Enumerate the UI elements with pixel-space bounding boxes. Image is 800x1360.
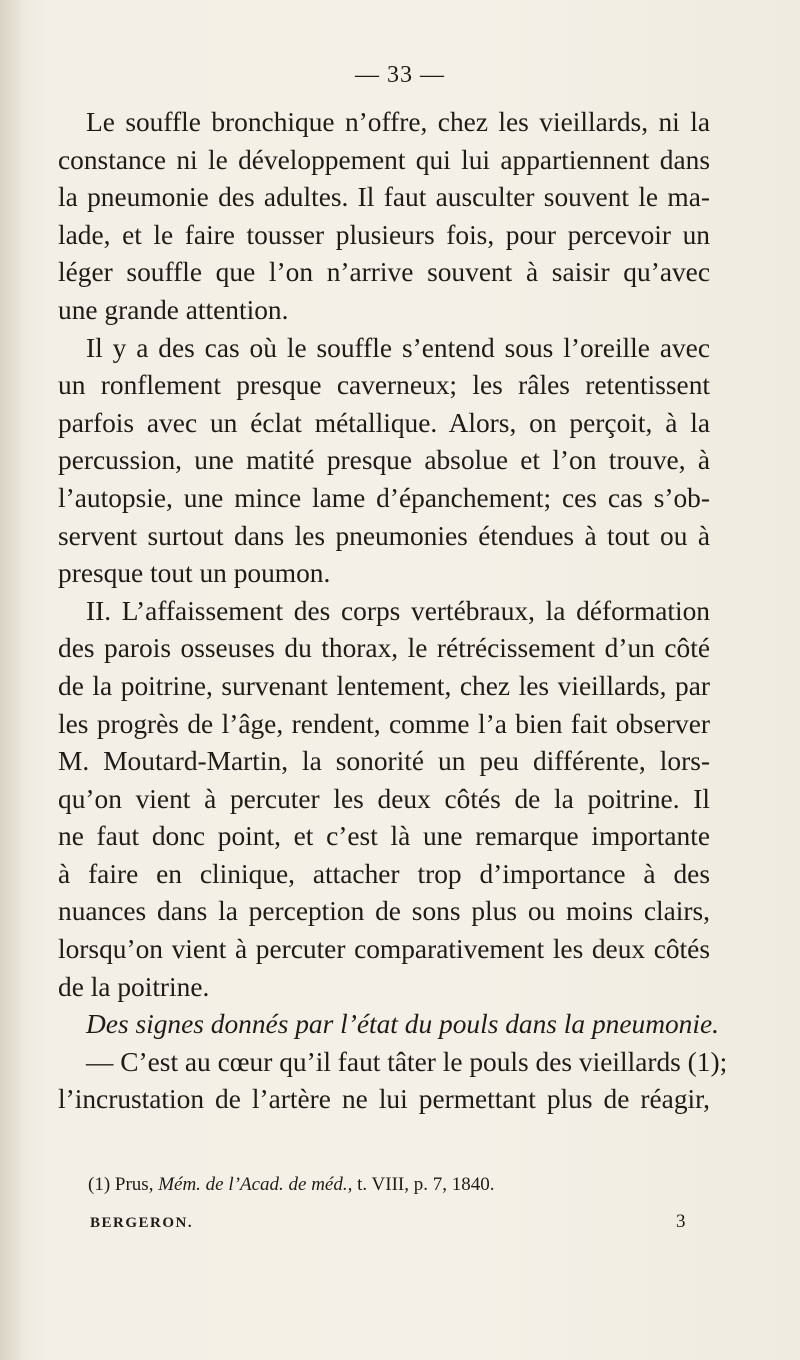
text-line: presque tout un poumon. [58, 558, 331, 589]
text-line: constance ni le développement qui lui appartiennent dans [58, 144, 710, 175]
text-line: une grande attention. [58, 294, 289, 325]
page-number: — 33 — [355, 62, 445, 88]
text-line: Il y a des cas où le souffle s’entend sous l’oreille avec [86, 332, 710, 363]
text-line: qu’on vient à percuter les deux côtés de la poitrine. Il [58, 783, 710, 814]
footnote-reference: t. VIII, p. 7, 1840. [357, 1174, 495, 1195]
text-line: léger souffle que l’on n’arrive souvent à saisir qu’avec [58, 257, 710, 288]
text-line: lade, et le faire tousser plusieurs fois, pour percevoir un [58, 219, 710, 250]
text-line: des parois osseuses du thorax, le rétrécissement d’un côté [58, 633, 710, 664]
body-text [58, 104, 728, 1119]
text-line: nuances dans la perception de sons plus ou moins clairs, [58, 896, 710, 927]
text-line: la pneumonie des adultes. Il faut ausculter souvent le ma- [58, 182, 710, 213]
text-line: percussion, une matité presque absolue et l’on trouve, à [58, 445, 710, 476]
text-line: Des signes donnés par l’état du pouls dans la pneumonie. [86, 1009, 719, 1040]
text-line: lorsqu’on vient à percuter comparativement les deux côtés [58, 934, 710, 965]
footnote [88, 1174, 708, 1196]
text-line: II. L’affaissement des corps vertébraux, la déformation [86, 595, 710, 626]
text-line: les progrès de l’âge, rendent, comme l’a bien fait observer [58, 708, 710, 739]
text-line: parfois avec un éclat métallique. Alors, on perçoit, à la [58, 407, 710, 438]
signature-number: 3 [676, 1211, 686, 1232]
text-line: un ronflement presque caverneux; les râles retentissent [58, 370, 710, 401]
footnote-journal: Mém. de l’Acad. de méd., [158, 1174, 353, 1195]
text-line: M. Moutard-Martin, la sonorité un peu différente, lors- [58, 746, 710, 777]
page-gutter-shadow [0, 0, 26, 1360]
text-line: à faire en clinique, attacher trop d’importance à des [58, 858, 710, 889]
text-line: l’incrustation de l’artère ne lui permettant plus de réagir, [58, 1084, 710, 1115]
text-line: Le souffle bronchique n’offre, chez les vieillards, ni la [86, 107, 710, 137]
footnote-marker: (1) Prus, [88, 1174, 154, 1195]
text-line: ne faut donc point, et c’est là une remarque importante [58, 821, 710, 852]
text-line: — C’est au cœur qu’il faut tâter le pouls des vieillards (1); [86, 1046, 728, 1077]
text-line: de la poitrine. [58, 971, 210, 1002]
signature-mark: BERGERON. [90, 1215, 194, 1231]
text-line: servent surtout dans les pneumonies étendues à tout ou à [58, 520, 710, 551]
text-line: l’autopsie, une mince lame d’épanchement; ces cas s’ob- [58, 482, 710, 513]
text-line: de la poitrine, survenant lentement, chez les vieillards, par [58, 670, 710, 701]
